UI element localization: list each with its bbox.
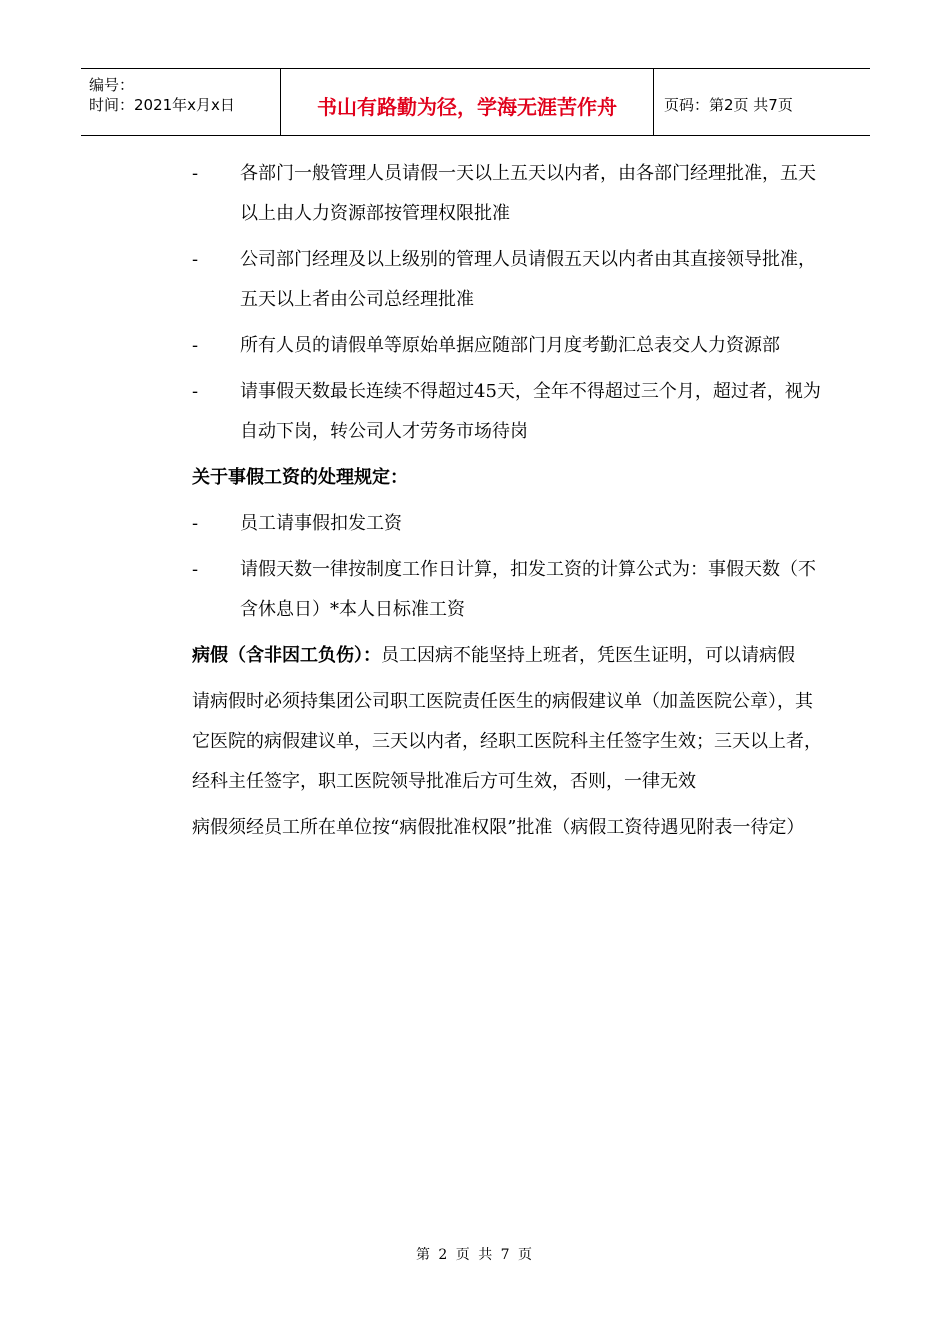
list-item — [192, 372, 822, 452]
list-item — [192, 326, 822, 366]
bullet-dash: - — [192, 559, 199, 580]
list-item-text: 请假天数一律按制度工作日计算，扣发工资的计算公式为：事假天数（不含休息日）*本人日标准工资 — [240, 559, 816, 620]
header-meta — [81, 69, 281, 135]
paragraph: 请病假时必须持集团公司职工医院责任医生的病假建议单（加盖医院公章），其它医院的病假建议单，三天以内者，经职工医院科主任签字生效；三天以上者，经科主任签字，职工医院领导批准后方可生效，否则，一律无效 — [192, 691, 822, 792]
list-item-text: 员工请事假扣发工资 — [240, 513, 402, 534]
section-heading: 关于事假工资的处理规定： — [192, 467, 408, 488]
sick-leave-paragraph — [192, 636, 822, 676]
bullet-dash: - — [192, 163, 199, 184]
page-footer: 第 2 页 共 7 页 — [415, 1247, 535, 1263]
list-item-text: 各部门一般管理人员请假一天以上五天以内者，由各部门经理批准，五天以上由人力资源部按管理权限批准 — [240, 163, 816, 224]
list-item-text: 所有人员的请假单等原始单据应随部门月度考勤汇总表交人力资源部 — [240, 335, 780, 356]
list-item — [192, 240, 822, 320]
list-item-text: 请事假天数最长连续不得超过45天，全年不得超过三个月，超过者，视为自动下岗，转公司人才劳务市场待岗 — [240, 381, 821, 442]
list-item — [192, 504, 822, 544]
list-item — [192, 154, 822, 234]
sick-leave-text: 员工因病不能坚持上班者，凭医生证明，可以请病假 — [381, 645, 795, 666]
bullet-dash: - — [192, 335, 199, 356]
sick-leave-label: 病假（含非因工负伤）： — [192, 645, 381, 666]
list-item — [192, 550, 822, 630]
bullet-dash: - — [192, 381, 199, 402]
number-label: 编号： — [89, 76, 135, 94]
document-header — [81, 68, 870, 136]
header-page-code: 页码：第2页 共7页 — [664, 95, 793, 114]
header-motto: 书山有路勤为径，学海无涯苦作舟 — [281, 69, 654, 135]
paragraph: 病假须经员工所在单位按“病假批准权限”批准（病假工资待遇见附表一待定） — [192, 817, 805, 838]
list-item-text: 公司部门经理及以上级别的管理人员请假五天以内者由其直接领导批准，五天以上者由公司总经理批准 — [240, 249, 816, 310]
time-label: 时间：2021年x月x日 — [89, 96, 235, 114]
bullet-dash: - — [192, 249, 199, 270]
bullet-dash: - — [192, 513, 199, 534]
document-body — [192, 154, 822, 854]
